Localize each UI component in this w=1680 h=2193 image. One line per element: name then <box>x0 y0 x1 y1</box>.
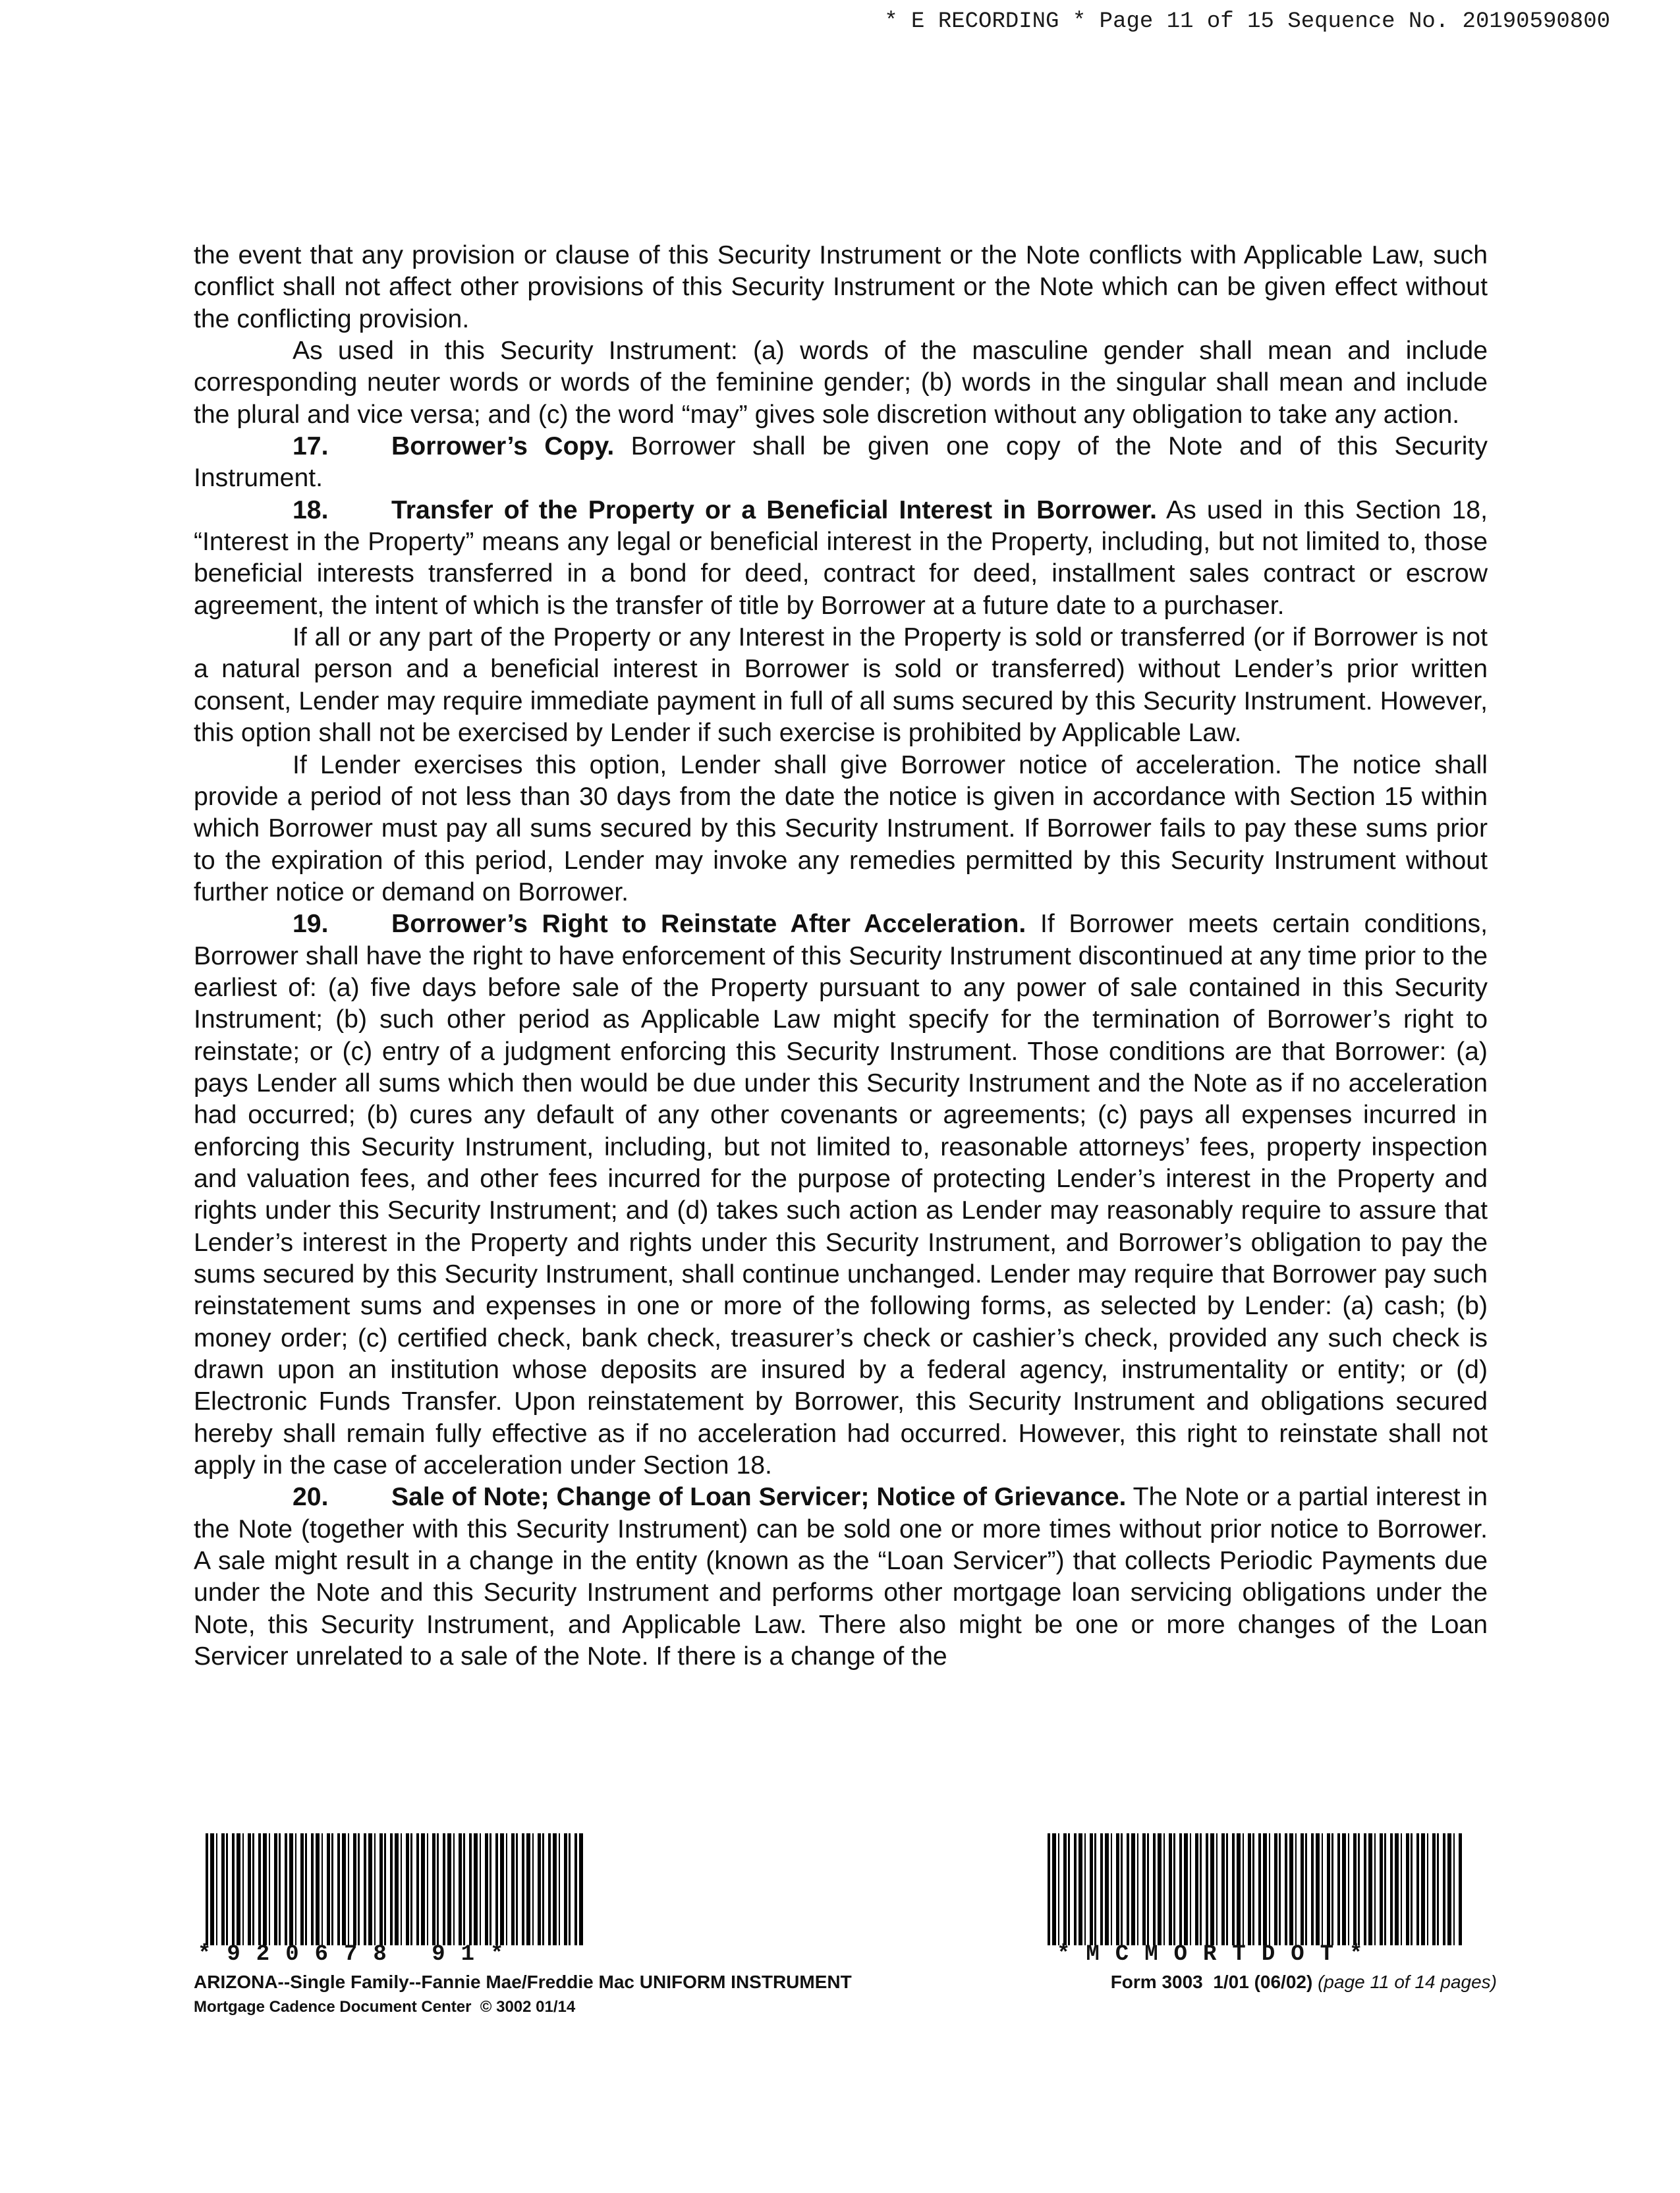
paragraph-definitions: As used in this Security Instrument: (a) words of the masculine gender shall mean and include corresponding neuter words or words of the feminine gender; (b) words in the singular shall mean and include the plural and vice versa; and (c) the word “may” gives sole discretion without any obligation to take any action. <box>194 337 1488 429</box>
section-20-number: 20. <box>293 1483 329 1512</box>
section-20-text: The Note or a partial interest in the Note (together with this Security Instrument) can be sold one or more times without prior notice to Borrower. A sale might result in a change in the entity (known as the “Loan Servicer”) that collects Periodic Payments due under the Note and this Security Instrument and performs other mortgage loan servicing obligations under the Note, this Security Instrument, and Applicable Law. There also might be one or more changes of the Loan Servicer unrelated to a sale of the Note. If there is a change of the <box>194 1483 1488 1671</box>
section-19 <box>194 908 1488 1482</box>
footer-form-label: Form 3003 1/01 (06/02) <box>1110 1972 1313 1992</box>
section-18-text: As used in this Section 18, “Interest in the Property” means any legal or beneficial interest in the Property, including, but not limited to, those beneficial interests transferred in a bond for deed, contract for deed, installment sales contract or escrow agreement, the intent of which is the transfer of title by Borrower at a future date to a purchaser. <box>194 495 1488 620</box>
footer-form-number <box>1111 1972 1497 1993</box>
section-17-text: Borrower shall be given one copy of the Note and of this Security Instrument. <box>194 432 1488 493</box>
section-19-text: If Borrower meets certain conditions, Borrower shall have the right to have enforcement of this Security Instrument discontinued at any time prior to the earliest of: (a) five days before sale of the Property pursuant to any power of sale contained in this Security Instrument; (b) such other period as Applicable Law might specify for the termination of Borrower’s right to reinstate; or (c) entry of a judgment enforcing this Security Instrument. Those conditions are that Borrower: (a) pays Lender all sums which then would be due under this Security Instrument and the Note as if no acceleration had occurred; (b) cures any default of any other covenants or agreements; (c) pays all expenses incurred in enforcing this Security Instrument, including, but not limited to, reasonable attorneys’ fees, property inspection and valuation fees, and other fees incurred for the purpose of protecting Lender’s interest in the Property and rights under this Security Instrument; and (d) takes such action as Lender may reasonably require to assure that Lender’s interest in the Property and rights under this Security Instrument, and Borrower’s obligation to pay the sums secured by this Security Instrument, shall continue unchanged. Lender may require that Borrower pay such reinstatement sums and expenses in one or more of the following forms, as selected by Lender: (a) cash; (b) money order; (c) certified check, bank check, treasurer’s check or cashier’s check, provided any such check is drawn upon an institution whose deposits are insured by a federal agency, instrumentality or entity; or (d) Electronic Funds Transfer. Upon reinstatement by Borrower, this Security Instrument and obligations secured hereby shall remain fully effective as if no acceleration had occurred. However, this right to reinstate shall not apply in the case of acceleration under Section 18. <box>194 910 1488 1480</box>
recording-header: * E RECORDING * Page 11 of 15 Sequence No. 20190590800 <box>884 9 1610 34</box>
section-19-title: Borrower’s Right to Reinstate After Acceleration. <box>391 910 1026 939</box>
section-18-notice-paragraph: If Lender exercises this option, Lender shall give Borrower notice of acceleration. The notice shall provide a period of not less than 30 days from the date the notice is given in accordance with Section 15 within which Borrower must pay all sums secured by this Security Instrument. If Borrower fails to pay these sums prior to the expiration of this period, Lender may invoke any remedies permitted by this Security Instrument without further notice or demand on Borrower. <box>194 750 1488 906</box>
document-body <box>194 240 1488 1673</box>
footer-document-center: Mortgage Cadence Document Center © 3002 01/14 <box>194 1998 576 2016</box>
barcode-right <box>1048 1833 1462 1945</box>
section-20-title: Sale of Note; Change of Loan Servicer; Notice of Grievance. <box>391 1483 1127 1512</box>
paragraph-continuation: the event that any provision or clause of this Security Instrument or the Note conflicts with Applicable Law, such conflict shall not affect other provisions of this Security Instrument or the Note which can be given effect without the conflicting provision. <box>194 241 1488 333</box>
barcode-right-text: *MCMORTDOT* <box>1057 1942 1379 1967</box>
section-17 <box>194 431 1488 495</box>
barcode-left <box>206 1833 584 1945</box>
section-18 <box>194 495 1488 622</box>
footer-page-label: (page 11 of 14 pages) <box>1318 1972 1497 1992</box>
section-20 <box>194 1482 1488 1673</box>
section-19-number: 19. <box>293 910 329 939</box>
section-18-number: 18. <box>293 495 329 524</box>
section-17-title: Borrower’s Copy. <box>391 432 615 461</box>
barcode-left-text: *920678 91* <box>198 1942 520 1967</box>
section-18-transfer-paragraph: If all or any part of the Property or any Interest in the Property is sold or transferred (or if Borrower is not a natural person and a beneficial interest in Borrower is sold or transferred) without Lender’s prior written consent, Lender may require immediate payment in full of all sums secured by this Security Instrument. However, this option shall not be exercised by Lender if such exercise is prohibited by Applicable Law. <box>194 623 1488 748</box>
section-17-number: 17. <box>293 432 329 461</box>
section-18-title: Transfer of the Property or a Beneficial Interest in Borrower. <box>391 495 1158 524</box>
footer-instrument-title: ARIZONA--Single Family--Fannie Mae/Freddie Mac UNIFORM INSTRUMENT <box>194 1972 852 1992</box>
